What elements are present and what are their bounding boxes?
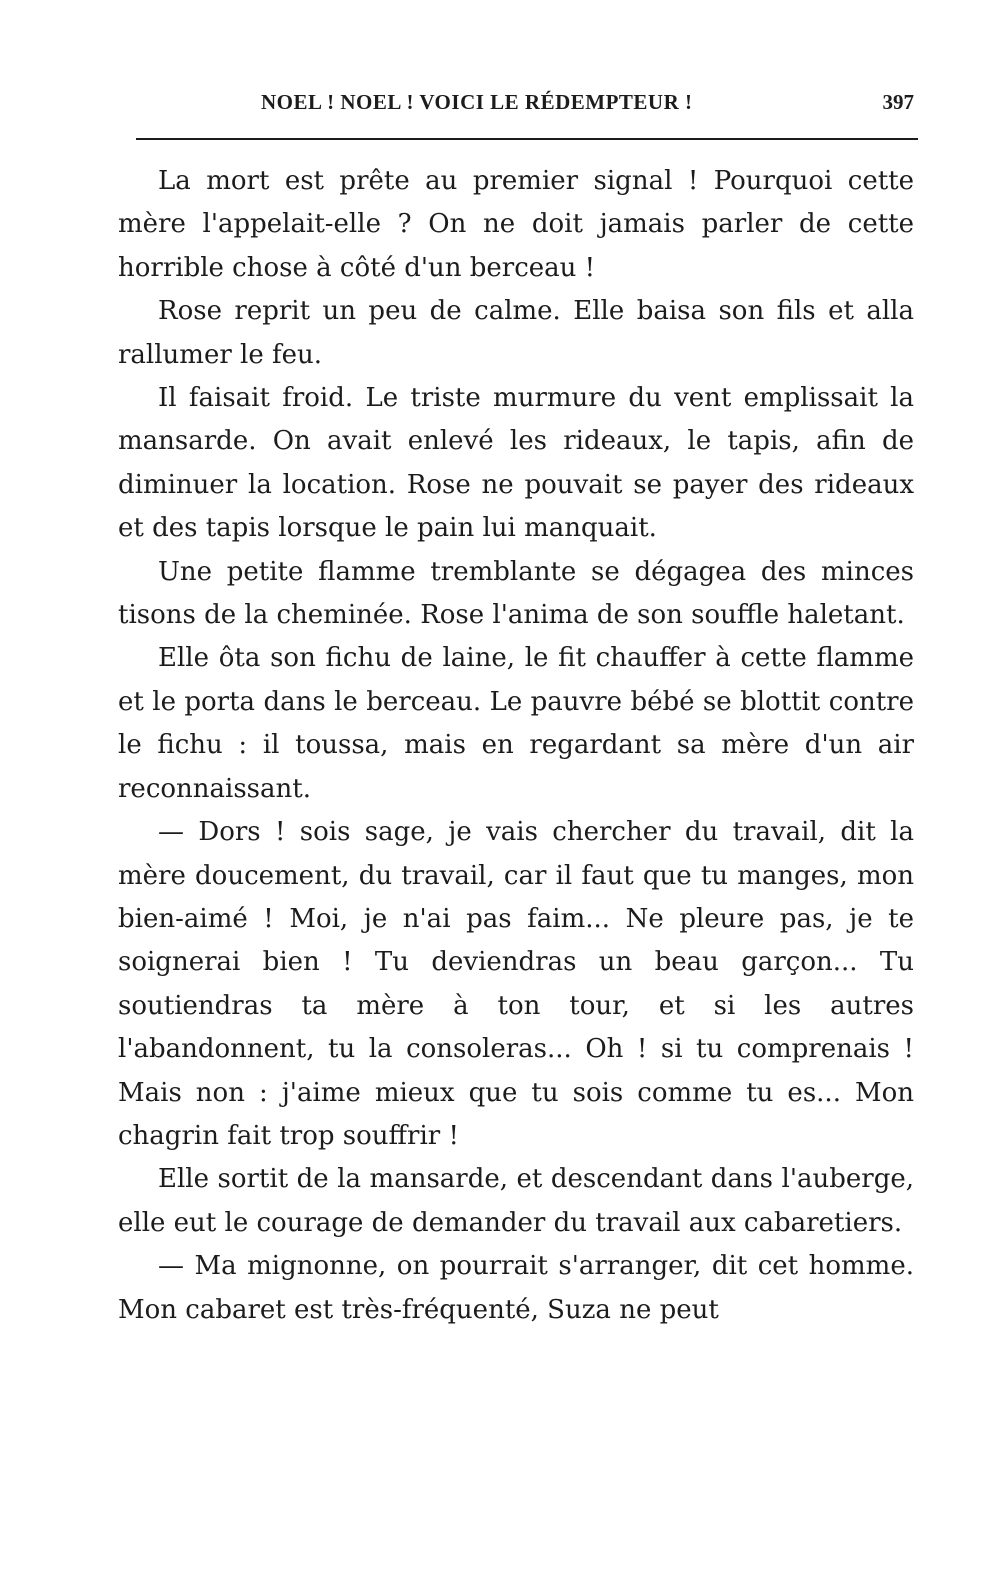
page-number: 397 [882,90,914,114]
paragraph: — Dors ! sois sage, je vais chercher du travail, dit la mère doucement, du travail, car il faut que tu manges, mon bien-aimé ! Moi, je n'ai pas faim... Ne pleure pas, je te soignerai bien ! Tu deviendras un beau garçon... Tu soutiendras ta mère à ton tour, et si les autres l'abandonnent, tu la consoleras... Oh ! si tu comprenais ! Mais non : j'aime mieux que tu sois comme tu es... Mon chagrin fait trop souffrir ! [118,817,914,1151]
page-header [136,86,916,126]
paragraph: Rose reprit un peu de calme. Elle baisa son fils et alla rallumer le feu. [118,296,914,370]
paragraph: Il faisait froid. Le triste murmure du vent emplissait la mansarde. On avait enlevé les rideaux, le tapis, afin de diminuer la location. Rose ne pouvait se payer des rideaux et des tapis lorsque le pain lui manquait. [118,383,914,544]
running-title: NOEL ! NOEL ! VOICI LE RÉDEMPTEUR ! [261,90,693,114]
paragraph: Une petite flamme tremblante se dégagea des minces tisons de la cheminée. Rose l'anima de son souffle haletant. [118,556,914,631]
body-text [118,160,914,1440]
paragraph: La mort est prête au premier signal ! Pourquoi cette mère l'appelait-elle ? On ne doit jamais parler de cette horrible chose à côté d'un berceau ! [118,166,914,283]
paragraph: Elle sortit de la mansarde, et descendant dans l'auberge, elle eut le courage de demander du travail aux cabaretiers. [118,1164,914,1238]
header-rule [136,138,918,140]
paragraph: — Ma mignonne, on pourrait s'arranger, dit cet homme. Mon cabaret est très-fréquenté, Suza ne peut [118,1251,914,1325]
paragraph: Elle ôta son fichu de laine, le fit chauffer à cette flamme et le porta dans le berceau. Le pauvre bébé se blottit contre le fichu : il toussa, mais en regardant sa mère d'un air reconnaissant. [118,643,914,804]
